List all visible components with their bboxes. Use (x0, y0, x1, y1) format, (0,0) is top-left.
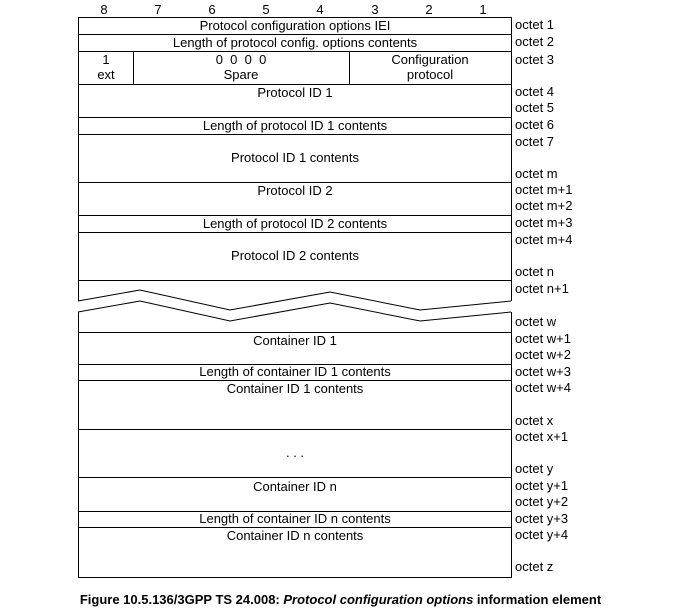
octet-label: octet x+1 (515, 429, 569, 444)
octet-label: octet 2 (515, 34, 555, 49)
octet-label: octet 4 (515, 84, 555, 99)
cid1-label: Container ID 1 (253, 333, 337, 348)
octet-label: octet y (515, 461, 554, 476)
octet-label: octet y+1 (515, 478, 569, 493)
octet-label: octet z (515, 559, 554, 574)
octet-label: octet n+1 (515, 281, 569, 296)
ext-label: ext (97, 67, 115, 82)
octet-label: octet 1 (515, 17, 555, 32)
config-label-2: protocol (406, 67, 454, 82)
octet-label: octet m+4 (515, 232, 573, 247)
cidn-contents-row (78, 528, 512, 578)
octet-label: octet w+2 (515, 347, 572, 362)
pid1-contents-label: Protocol ID 1 contents (231, 150, 359, 165)
caption-prefix: Figure 10.5.136/3GPP TS 24.008: (79, 592, 284, 607)
cid1-length-row (78, 365, 512, 381)
octet-label: octet y+2 (515, 494, 569, 509)
config-label-1: Configuration (391, 52, 469, 67)
bit-label: 4 (316, 2, 324, 17)
octet-label: octet w+1 (515, 331, 572, 346)
octet-label: octet m (515, 166, 558, 181)
cid1-length-label: Length of container ID 1 contents (199, 364, 391, 379)
pid2-length-label: Length of protocol ID 2 contents (202, 216, 388, 231)
pid2-contents-label: Protocol ID 2 contents (231, 248, 359, 263)
octet-label: octet m+1 (515, 182, 573, 197)
caption-suffix: information element (473, 592, 602, 607)
octet-label: octet y+3 (515, 511, 569, 526)
pid1-length-label: Length of protocol ID 1 contents (202, 118, 388, 133)
octet-label: octet n (515, 264, 555, 279)
bit-label: 8 (100, 2, 108, 17)
cidn-length-label: Length of container ID n contents (199, 511, 391, 526)
bit-label: 5 (262, 2, 270, 17)
cid1-contents-row (78, 381, 512, 430)
bit-label: 3 (371, 2, 379, 17)
spare-label: Spare (223, 67, 259, 82)
octet-label: octet x (515, 413, 554, 428)
cidn-length-row (78, 512, 512, 528)
octet-label: octet m+2 (515, 198, 573, 213)
octet-label: octet w+3 (515, 364, 572, 379)
bit-label: 6 (208, 2, 216, 17)
cid1-contents-label: Container ID 1 contents (226, 381, 364, 396)
octet-label: octet m+3 (515, 215, 573, 230)
octet-label: octet 6 (515, 117, 555, 132)
figure-caption (0, 592, 681, 607)
bit-label: 7 (154, 2, 162, 17)
cidn-label: Container ID n (253, 479, 337, 494)
ext-bit: 1 (102, 52, 110, 67)
octet-label: octet 7 (515, 134, 555, 149)
octet-label: octet w (515, 314, 557, 329)
cidn-row (78, 478, 512, 512)
iei-label: Protocol configuration options IEI (199, 18, 391, 33)
octet-label: octet y+4 (515, 527, 569, 542)
pid1-label: Protocol ID 1 (257, 85, 333, 100)
cidn-contents-label: Container ID n contents (226, 528, 364, 543)
octet-label: octet 3 (515, 52, 555, 67)
pid2-label: Protocol ID 2 (257, 183, 333, 198)
bit-label: 2 (425, 2, 433, 17)
ellipsis-label: . . . (285, 445, 305, 460)
bit-label: 1 (479, 2, 487, 17)
caption-italic: Protocol configuration options (283, 592, 474, 607)
cid1-row (78, 332, 512, 365)
octet-label: octet 5 (515, 100, 555, 115)
octet-label: octet w+4 (515, 380, 572, 395)
ellipsis-row (78, 430, 512, 478)
spare-bits: 0 0 0 0 (215, 52, 267, 67)
length-label: Length of protocol config. options contents (172, 35, 418, 50)
